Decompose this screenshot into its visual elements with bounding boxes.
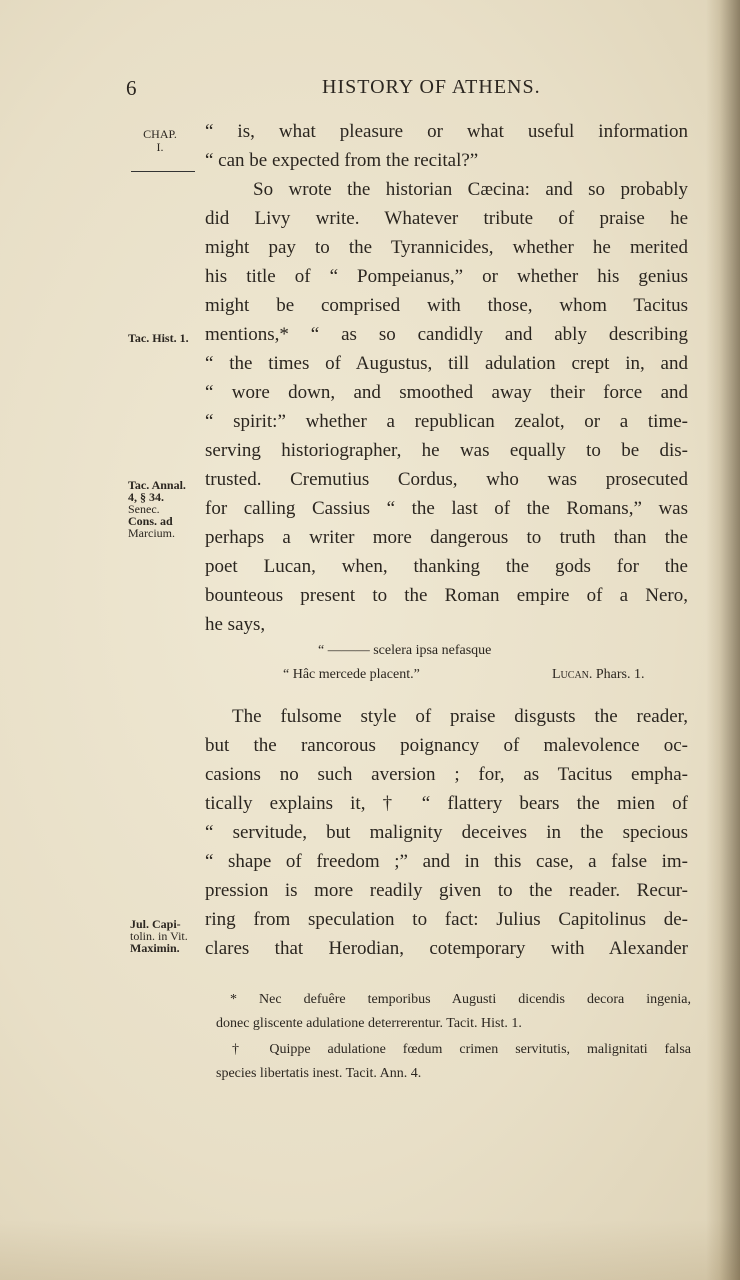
text-line: clares that Herodian, cotemporary with Alexander bbox=[205, 938, 688, 959]
page-edge-shadow bbox=[706, 0, 740, 1280]
page-bottom-tint bbox=[0, 1220, 740, 1280]
text-line: but the rancorous poignancy of malevolence oc- bbox=[205, 735, 688, 756]
text-line: “ wore down, and smoothed away their force and bbox=[205, 382, 688, 403]
text-line: The fulsome style of praise disgusts the reader, bbox=[232, 706, 688, 727]
verse-line-2: “ Hâc mercede placent.” bbox=[283, 667, 420, 682]
text-line: “ spirit:” whether a republican zealot, or a time- bbox=[205, 411, 688, 432]
text-line: might be comprised with those, whom Tacitus bbox=[205, 295, 688, 316]
text-line: mentions,* “ as so candidly and ably describing bbox=[205, 324, 688, 345]
text-line: serving historiographer, he was equally to be dis- bbox=[205, 440, 688, 461]
text-line: tically explains it, † “ flattery bears the mien of bbox=[205, 793, 688, 814]
text-line: he says, bbox=[205, 614, 266, 635]
text-line: “ the times of Augustus, till adulation crept in, and bbox=[205, 353, 688, 374]
running-title: HISTORY OF ATHENS. bbox=[322, 76, 541, 98]
margin-note-line: Cons. ad bbox=[128, 514, 173, 528]
footnote-line: † Quippe adulatione fœdum crimen servitutis, malignitati falsa bbox=[232, 1042, 691, 1057]
text-line: poet Lucan, when, thanking the gods for the bbox=[205, 556, 688, 577]
text-line: “ can be expected from the recital?” bbox=[205, 150, 479, 171]
verse-line-1: “ ——— scelera ipsa nefasque bbox=[318, 643, 492, 658]
margin-note-tac-hist: Tac. Hist. 1. bbox=[128, 331, 189, 345]
text-line: did Livy write. Whatever tribute of praise he bbox=[205, 208, 688, 229]
verse-source bbox=[552, 667, 645, 683]
margin-note-line: tolin. in Vit. bbox=[130, 929, 188, 943]
text-line: perhaps a writer more dangerous to truth than the bbox=[205, 527, 688, 548]
margin-note-line: Senec. bbox=[128, 502, 160, 516]
text-line: casions no such aversion ; for, as Tacitus empha- bbox=[205, 764, 688, 785]
footnote-line: donec gliscente adulatione deterrerentur. Tacit. Hist. 1. bbox=[216, 1016, 522, 1031]
margin-note-line: Marcium. bbox=[128, 526, 175, 540]
chapter-marker bbox=[140, 128, 180, 154]
margin-note-line: Maximin. bbox=[130, 941, 180, 955]
margin-note-line: Jul. Capi- bbox=[130, 917, 181, 931]
text-line: bounteous present to the Roman empire of a Nero, bbox=[205, 585, 688, 606]
chapter-rule bbox=[131, 171, 195, 172]
text-line: “ is, what pleasure or what useful information bbox=[205, 121, 688, 142]
margin-note-line: 4, § 34. bbox=[128, 490, 164, 504]
verse-source-work: Phars. 1. bbox=[595, 667, 645, 682]
verse-source-author: Lucan. bbox=[552, 667, 593, 682]
margin-note-line: Tac. Annal. bbox=[128, 478, 186, 492]
text-line: for calling Cassius “ the last of the Romans,” was bbox=[205, 498, 688, 519]
chapter-label: CHAP. bbox=[143, 127, 177, 141]
text-line: “ servitude, but malignity deceives in the specious bbox=[205, 822, 688, 843]
text-line: ring from speculation to fact: Julius Capitolinus de- bbox=[205, 909, 688, 930]
text-line: pression is more readily given to the reader. Recur- bbox=[205, 880, 688, 901]
margin-note-tac-annal bbox=[128, 479, 186, 539]
chapter-number: I. bbox=[156, 140, 164, 154]
text-line: might pay to the Tyrannicides, whether he merited bbox=[205, 237, 688, 258]
margin-note-jul-capitolin bbox=[130, 918, 188, 954]
footnote-line: species libertatis inest. Tacit. Ann. 4. bbox=[216, 1066, 422, 1081]
text-line: trusted. Cremutius Cordus, who was prosecuted bbox=[205, 469, 688, 490]
page-number: 6 bbox=[126, 76, 137, 100]
footnote-line: * Nec defuêre temporibus Augusti dicendis decora ingenia, bbox=[230, 992, 691, 1007]
text-line: So wrote the historian Cæcina: and so probably bbox=[253, 179, 688, 200]
text-line: his title of “ Pompeianus,” or whether his genius bbox=[205, 266, 688, 287]
text-line: “ shape of freedom ;” and in this case, a false im- bbox=[205, 851, 688, 872]
